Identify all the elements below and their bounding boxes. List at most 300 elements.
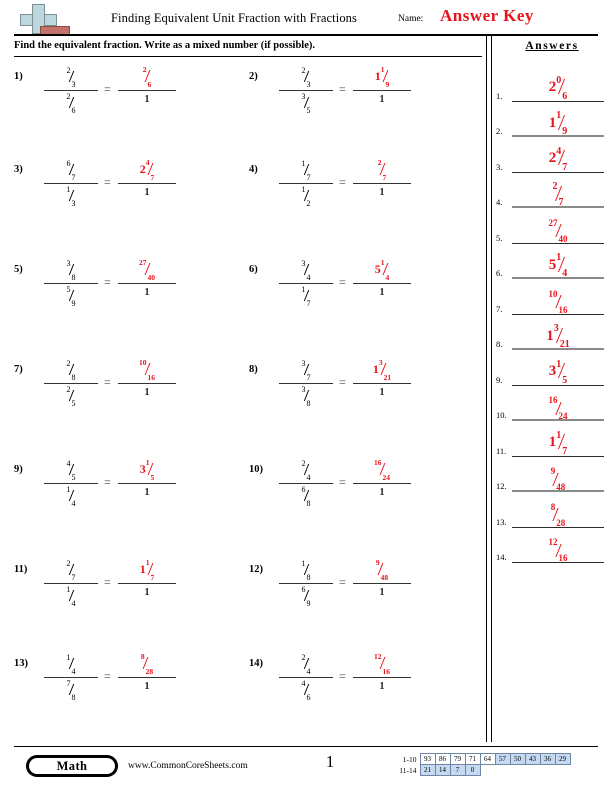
equals-sign: = — [104, 175, 111, 189]
problem-item — [14, 652, 239, 710]
problem-8-bottom-fraction-numerator: 3 — [301, 385, 306, 394]
answer-numerator-area[interactable] — [116, 67, 178, 87]
complex-fraction-bottom — [277, 486, 335, 506]
complex-fraction-bottom — [42, 93, 100, 113]
subject-badge-label: Math — [29, 758, 115, 774]
answer-row — [496, 350, 608, 386]
equals-sign: = — [104, 275, 111, 289]
problem-12-top-fraction-denominator: 8 — [306, 572, 311, 582]
answer-fraction-11 — [548, 429, 568, 457]
footer-divider — [14, 746, 598, 747]
equals-sign: = — [339, 175, 346, 189]
answer-row-number: 5. — [496, 232, 503, 243]
answer-fraction-14-numerator: 12 — [548, 537, 558, 548]
answer-fraction-2-denominator: 9 — [562, 126, 568, 137]
complex-fraction-top — [277, 260, 335, 280]
problem-11-answer-denominator: 7 — [150, 572, 155, 582]
score-cell-empty — [525, 765, 540, 776]
answer-write-line[interactable] — [512, 562, 604, 563]
problem-5-answer-numerator: 27 — [139, 258, 147, 267]
complex-fraction-bottom — [42, 680, 100, 700]
problem-5-bottom-fraction — [67, 286, 76, 306]
problem-12-bottom-fraction-denominator: 9 — [306, 598, 311, 608]
problem-10-bottom-fraction — [302, 486, 311, 506]
problem-3-bottom-fraction-denominator: 3 — [71, 198, 76, 208]
answer-numerator-area[interactable] — [351, 67, 413, 87]
score-row — [398, 765, 570, 776]
answer-row — [496, 66, 608, 102]
problem-13-bottom-fraction-numerator: 7 — [66, 679, 71, 688]
answer-row — [496, 279, 608, 315]
problem-8-answer-denominator: 21 — [383, 372, 392, 382]
problem-10-bottom-fraction-denominator: 8 — [306, 498, 311, 508]
score-cell-empty — [555, 765, 570, 776]
answer-fraction-13-numerator: 8 — [550, 501, 556, 512]
answer-numerator-area[interactable] — [116, 460, 178, 480]
problem-13-answer — [141, 654, 153, 674]
answer-fraction-4-denominator: 7 — [558, 197, 564, 208]
problem-12-bottom-fraction-numerator: 6 — [301, 585, 306, 594]
name-label: Name: — [398, 14, 424, 24]
answer-row-number: 3. — [496, 161, 503, 172]
answer-denominator-area — [116, 680, 178, 692]
problem-2-answer — [375, 67, 390, 87]
score-cell: 43 — [525, 754, 540, 765]
score-cell: 7 — [450, 765, 465, 776]
complex-fraction-top — [277, 460, 335, 480]
problem-1-answer-numerator: 2 — [142, 65, 147, 74]
problem-number: 6) — [249, 264, 258, 275]
answer-value — [512, 145, 604, 173]
problem-14-bottom-fraction-denominator: 6 — [306, 692, 311, 702]
answer-fraction-7-denominator: 16 — [558, 304, 568, 315]
answer-row-number: 9. — [496, 374, 503, 385]
complex-fraction-bottom — [42, 186, 100, 206]
answer-row — [496, 492, 608, 528]
problem-13-bottom-fraction — [67, 680, 76, 700]
problem-3-answer-denominator: 7 — [150, 172, 155, 182]
problem-13-top-fraction-denominator: 4 — [71, 666, 76, 676]
answer-denominator-area — [116, 486, 178, 498]
problem-4-answer — [378, 160, 387, 180]
answer-fraction-8 — [546, 323, 570, 350]
problem-14-bottom-fraction-numerator: 4 — [301, 679, 306, 688]
problem-11-top-fraction-denominator: 7 — [71, 572, 76, 582]
problem-10-top-fraction — [302, 460, 311, 480]
problem-9-answer — [140, 460, 155, 480]
denominator-one: 1 — [379, 386, 385, 398]
denominator-one: 1 — [379, 586, 385, 598]
answer-row — [496, 528, 608, 564]
problem-7-answer-denominator: 16 — [147, 372, 155, 382]
answer-fraction-13-denominator: 28 — [556, 517, 566, 528]
problem-2-answer-denominator: 9 — [385, 79, 390, 89]
answer-row-number: 13. — [496, 516, 507, 527]
problem-5-bottom-fraction-denominator: 9 — [71, 298, 76, 308]
answer-row-number: 1. — [496, 90, 503, 101]
problem-item — [249, 358, 474, 416]
answer-denominator-area — [351, 186, 413, 198]
answer-numerator-area[interactable] — [351, 654, 413, 674]
answers-list — [496, 66, 608, 563]
answer-fraction-10-numerator: 16 — [548, 395, 558, 406]
problem-10-answer-denominator: 24 — [382, 472, 390, 482]
equals-sign: = — [104, 475, 111, 489]
complex-fraction-bar — [279, 183, 333, 184]
answer-fraction-bar — [118, 583, 176, 584]
problem-2-top-fraction-numerator: 2 — [301, 66, 306, 75]
problem-3-top-fraction — [67, 160, 76, 180]
answer-fraction-14 — [548, 537, 568, 563]
problem-10-bottom-fraction-numerator: 6 — [301, 485, 306, 494]
answer-fraction-6-numerator: 1 — [556, 252, 562, 264]
complex-fraction-top — [42, 560, 100, 580]
complex-fraction-top — [277, 67, 335, 87]
problem-2-bottom-fraction-denominator: 5 — [306, 105, 311, 115]
problem-number: 7) — [14, 364, 23, 375]
answer-value — [512, 501, 604, 528]
problem-number: 12) — [249, 564, 263, 575]
header-divider — [14, 34, 598, 36]
answer-fraction-12-denominator: 48 — [556, 482, 566, 492]
problem-1-bottom-fraction-numerator: 2 — [66, 92, 71, 101]
score-cell: 50 — [510, 754, 525, 765]
problem-12-top-fraction-numerator: 1 — [301, 559, 306, 568]
answer-denominator-area — [116, 286, 178, 298]
problem-14-answer-denominator: 16 — [382, 666, 390, 676]
problem-12-answer — [376, 560, 388, 580]
problem-2-top-fraction-denominator: 3 — [306, 79, 311, 89]
denominator-one: 1 — [144, 286, 150, 298]
answer-denominator-area — [351, 286, 413, 298]
problem-7-top-fraction — [67, 360, 76, 380]
problem-8-answer-numerator: 3 — [378, 358, 383, 367]
problem-11-answer-whole: 1 — [139, 562, 146, 577]
equals-sign: = — [339, 669, 346, 683]
problem-14-top-fraction-denominator: 4 — [306, 666, 311, 676]
answer-fraction-9 — [548, 358, 568, 386]
equals-sign: = — [339, 82, 346, 96]
problem-8-answer-whole: 1 — [372, 362, 379, 377]
problem-number: 11) — [14, 564, 28, 575]
problem-13-bottom-fraction-denominator: 8 — [71, 692, 76, 702]
problem-10-answer-numerator: 16 — [374, 458, 382, 467]
answer-fraction-bar — [118, 90, 176, 91]
problem-4-top-fraction-numerator: 1 — [301, 159, 306, 168]
site-url: www.CommonCoreSheets.com — [128, 761, 248, 771]
page-title: Finding Equivalent Unit Fraction with Fractions — [111, 11, 357, 25]
problem-3-bottom-fraction — [67, 186, 76, 206]
score-cell: 71 — [465, 754, 480, 765]
problem-13-answer-denominator: 28 — [145, 666, 154, 676]
answer-fraction-6-whole: 5 — [548, 256, 557, 273]
answer-fraction-bar — [118, 483, 176, 484]
answer-fraction-5 — [548, 217, 568, 244]
answer-fraction-4 — [552, 181, 564, 208]
answer-row — [496, 386, 608, 422]
problem-3-answer-numerator: 4 — [145, 158, 150, 167]
answer-value — [512, 288, 604, 315]
problem-13-top-fraction-numerator: 1 — [66, 653, 71, 662]
answer-column-divider-left — [486, 36, 487, 742]
complex-fraction-bar — [44, 283, 98, 284]
complex-fraction-bar — [44, 383, 98, 384]
problem-8-top-fraction — [302, 360, 311, 380]
denominator-one: 1 — [144, 186, 150, 198]
answer-numerator-area[interactable] — [116, 560, 178, 580]
denominator-one: 1 — [144, 586, 150, 598]
answer-fraction-bar — [353, 183, 411, 184]
problem-9-top-fraction-numerator: 4 — [66, 459, 71, 468]
complex-fraction-bar — [44, 677, 98, 678]
problem-number: 1) — [14, 71, 23, 82]
problem-12-top-fraction — [302, 560, 311, 580]
answer-value — [512, 74, 604, 102]
problem-1-answer — [143, 67, 152, 87]
problem-item — [249, 258, 474, 316]
answer-fraction-1 — [548, 74, 568, 102]
complex-fraction-top — [277, 560, 335, 580]
problem-number: 2) — [249, 71, 258, 82]
complex-fraction-top — [277, 360, 335, 380]
answer-fraction-bar — [118, 283, 176, 284]
complex-fraction-top — [277, 160, 335, 180]
problem-number: 3) — [14, 164, 23, 175]
problem-item — [249, 458, 474, 516]
problem-4-top-fraction-denominator: 7 — [306, 172, 311, 182]
problem-9-answer-denominator: 5 — [150, 472, 155, 482]
answer-row-number: 12. — [496, 481, 507, 491]
answer-row — [496, 421, 608, 457]
problem-3-top-fraction-numerator: 6 — [66, 159, 71, 168]
answer-numerator-area[interactable] — [351, 460, 413, 480]
problem-item — [249, 65, 474, 123]
problem-item — [14, 258, 239, 316]
complex-fraction-bottom — [42, 586, 100, 606]
answer-row-number: 2. — [496, 126, 503, 136]
problem-6-bottom-fraction-denominator: 7 — [306, 298, 311, 308]
answer-row — [496, 173, 608, 209]
problem-11-bottom-fraction — [67, 586, 76, 606]
problem-3-bottom-fraction-numerator: 1 — [66, 185, 71, 194]
score-cell: 21 — [420, 765, 435, 776]
problem-8-answer — [373, 360, 391, 380]
answer-fraction-7 — [548, 288, 568, 315]
answer-fraction-1-whole: 2 — [548, 79, 557, 96]
answer-fraction-bar — [353, 283, 411, 284]
problem-6-answer-denominator: 4 — [385, 272, 390, 282]
problem-8-bottom-fraction — [302, 386, 311, 406]
problem-1-top-fraction-numerator: 2 — [66, 66, 71, 75]
problem-11-top-fraction-numerator: 2 — [66, 559, 71, 568]
equals-sign: = — [104, 669, 111, 683]
problem-1-top-fraction — [67, 67, 76, 87]
answer-key-stamp: Answer Key — [440, 6, 534, 25]
answer-fraction-6 — [548, 252, 568, 279]
equals-sign: = — [104, 375, 111, 389]
score-cell: 29 — [555, 754, 570, 765]
problem-4-answer-denominator: 7 — [382, 172, 387, 182]
problem-11-bottom-fraction-denominator: 4 — [71, 598, 76, 608]
problem-4-bottom-fraction-denominator: 2 — [306, 198, 311, 208]
answer-denominator-area — [116, 586, 178, 598]
complex-fraction-top — [42, 260, 100, 280]
score-cell: 36 — [540, 754, 555, 765]
answer-fraction-8-numerator: 3 — [553, 323, 559, 335]
answer-numerator-area[interactable] — [351, 160, 413, 180]
problem-5-top-fraction-denominator: 8 — [71, 272, 76, 282]
problem-4-bottom-fraction — [302, 186, 311, 206]
problem-6-top-fraction-numerator: 3 — [301, 259, 306, 268]
problem-10-top-fraction-numerator: 2 — [301, 459, 306, 468]
problem-14-top-fraction — [302, 654, 311, 674]
instruction-divider — [14, 56, 482, 57]
answer-fraction-bar — [353, 383, 411, 384]
score-cell-empty — [540, 765, 555, 776]
problem-3-answer-whole: 2 — [139, 162, 146, 177]
problem-6-answer — [375, 260, 390, 280]
answer-fraction-bar — [353, 583, 411, 584]
complex-fraction-bar — [44, 183, 98, 184]
answer-value — [512, 466, 604, 492]
problem-6-answer-numerator: 1 — [380, 258, 385, 267]
answer-value — [512, 252, 604, 279]
answer-numerator-area[interactable] — [116, 160, 178, 180]
complex-fraction-top — [42, 360, 100, 380]
complex-fraction-bottom — [42, 286, 100, 306]
answer-fraction-5-numerator: 27 — [548, 217, 558, 228]
answer-fraction-11-numerator: 1 — [556, 429, 562, 441]
complex-fraction-bar — [279, 677, 333, 678]
answer-fraction-1-denominator: 6 — [562, 90, 568, 102]
complex-fraction-bottom — [277, 286, 335, 306]
subject-badge — [26, 755, 118, 777]
answer-numerator-area[interactable] — [351, 260, 413, 280]
equals-sign: = — [339, 575, 346, 589]
problem-9-bottom-fraction-numerator: 1 — [66, 485, 71, 494]
answer-fraction-2-whole: 1 — [548, 114, 557, 131]
problem-14-answer-numerator: 12 — [374, 652, 382, 661]
problem-8-top-fraction-numerator: 3 — [301, 359, 306, 368]
problem-item — [14, 458, 239, 516]
problem-1-bottom-fraction-denominator: 6 — [71, 105, 76, 115]
answer-fraction-5-denominator: 40 — [558, 233, 568, 244]
answer-denominator-area — [351, 386, 413, 398]
complex-fraction-bar — [279, 90, 333, 91]
problem-5-bottom-fraction-numerator: 5 — [66, 285, 71, 294]
problem-item — [14, 358, 239, 416]
answer-numerator-area[interactable] — [351, 360, 413, 380]
problem-item — [249, 652, 474, 710]
answer-denominator-area — [116, 386, 178, 398]
answer-row — [496, 208, 608, 244]
page-number: 1 — [325, 752, 335, 771]
problem-number: 4) — [249, 164, 258, 175]
problem-number: 8) — [249, 364, 258, 375]
problem-6-top-fraction — [302, 260, 311, 280]
answer-fraction-10-denominator: 24 — [558, 411, 568, 421]
answer-fraction-bar — [353, 677, 411, 678]
complex-fraction-bottom — [277, 586, 335, 606]
answer-denominator-area — [351, 486, 413, 498]
answer-column-divider-right — [491, 36, 492, 742]
answer-value — [512, 323, 604, 350]
complex-fraction-bar — [279, 583, 333, 584]
complex-fraction-bottom — [42, 386, 100, 406]
score-cell: 14 — [435, 765, 450, 776]
answer-row — [496, 457, 608, 493]
problem-2-answer-whole: 1 — [374, 69, 381, 84]
denominator-one: 1 — [379, 93, 385, 105]
problem-8-bottom-fraction-denominator: 8 — [306, 398, 311, 408]
denominator-one: 1 — [379, 186, 385, 198]
problem-2-bottom-fraction — [302, 93, 311, 113]
answer-fraction-12-numerator: 9 — [550, 466, 556, 477]
problem-item — [14, 158, 239, 216]
problem-1-top-fraction-denominator: 3 — [71, 79, 76, 89]
answer-row-number: 14. — [496, 552, 507, 562]
equals-sign: = — [339, 275, 346, 289]
problem-number: 13) — [14, 658, 28, 669]
problem-7-bottom-fraction-numerator: 2 — [66, 385, 71, 394]
answer-fraction-3 — [548, 145, 568, 173]
answer-value — [512, 110, 604, 137]
answer-fraction-bar — [118, 677, 176, 678]
problem-9-bottom-fraction-denominator: 4 — [71, 498, 76, 508]
problem-number: 10) — [249, 464, 263, 475]
answer-value — [512, 429, 604, 457]
score-cell: 64 — [480, 754, 495, 765]
score-row — [398, 754, 570, 765]
answer-fraction-12 — [550, 466, 566, 492]
denominator-one: 1 — [379, 486, 385, 498]
answer-fraction-11-denominator: 7 — [562, 445, 568, 457]
problem-6-answer-whole: 5 — [374, 262, 381, 277]
complex-fraction-bottom — [277, 680, 335, 700]
answer-fraction-bar — [118, 183, 176, 184]
answer-value — [512, 537, 604, 563]
problem-7-answer-numerator: 10 — [139, 358, 147, 367]
answer-numerator-area[interactable] — [116, 360, 178, 380]
problem-5-answer-denominator: 40 — [147, 272, 155, 282]
problem-7-bottom-fraction-denominator: 5 — [71, 398, 76, 408]
answer-fraction-1-numerator: 0 — [556, 74, 562, 86]
answer-numerator-area[interactable] — [116, 654, 178, 674]
problem-number: 5) — [14, 264, 23, 275]
complex-fraction-bar — [279, 283, 333, 284]
answer-fraction-bar — [353, 90, 411, 91]
problem-number: 14) — [249, 658, 263, 669]
problem-1-bottom-fraction — [67, 93, 76, 113]
answer-numerator-area[interactable] — [351, 560, 413, 580]
problem-4-top-fraction — [302, 160, 311, 180]
problem-2-bottom-fraction-numerator: 3 — [301, 92, 306, 101]
score-cell: 86 — [435, 754, 450, 765]
answer-fraction-7-numerator: 10 — [548, 288, 558, 299]
answer-fraction-9-whole: 3 — [548, 363, 557, 380]
answer-numerator-area[interactable] — [116, 260, 178, 280]
problem-9-top-fraction-denominator: 5 — [71, 472, 76, 482]
complex-fraction-bar — [44, 583, 98, 584]
answer-denominator-area — [351, 680, 413, 692]
equals-sign: = — [339, 375, 346, 389]
answer-fraction-4-numerator: 2 — [552, 181, 558, 193]
score-cell-empty — [480, 765, 495, 776]
complex-fraction-top — [42, 460, 100, 480]
answer-row-number: 11. — [496, 445, 507, 456]
complex-fraction-top — [42, 160, 100, 180]
denominator-one: 1 — [144, 486, 150, 498]
